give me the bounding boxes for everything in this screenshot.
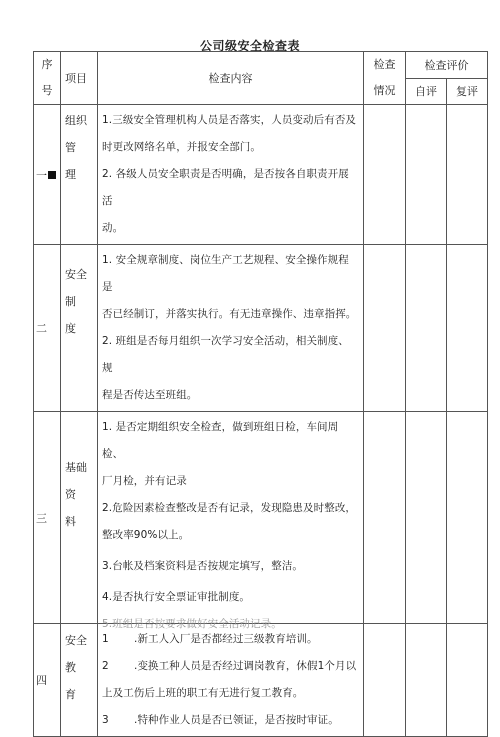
section-items: 1. 安全规章制度、岗位生产工艺规程、安全操作规程是 否已经制订，并落实执行。有无违章操作、违章指挥。 2. 班组是否每月组织一次学习安全活动，相关制度、规 程是否传达至班组。 <box>98 245 364 412</box>
section-title: 基础 资 料 <box>61 412 98 624</box>
status-cell[interactable] <box>364 624 406 737</box>
header-eval: 检查评价 <box>406 52 488 79</box>
header-status: 检查 情况 <box>364 52 406 105</box>
status-cell[interactable] <box>364 412 406 624</box>
section-number: 二 <box>34 245 61 412</box>
re-eval-cell[interactable] <box>447 624 488 737</box>
section-title: 安全 教 育 <box>61 624 98 737</box>
header-re-eval: 复评 <box>447 78 488 105</box>
section-items: 1. 是否定期组织安全检查，做到班组日检，车间周检、 厂月检，并有记录 2.危险因素检查整改是否有记录，发现隐患及时整改， 整改率90%以上。 3.台帐及档案资料是否按规定填写，整洁。 4.是否执行安全票证审批制度。 5.班组是否按要求做好安全活动记录。 <box>98 412 364 624</box>
section-number: 四 <box>34 624 61 737</box>
self-eval-cell[interactable] <box>406 412 447 624</box>
self-eval-cell[interactable] <box>406 624 447 737</box>
clipped-item-text: 5.班组是否按要求做好安全活动记录。 <box>102 618 282 630</box>
header-self-eval: 自评 <box>406 78 447 105</box>
section-items: 1.三级安全管理机构人员是否落实，人员变动后有否及 时更改网络名单，并报安全部门。 2. 各级人员安全职责是否明确，是否按各自职责开展活 动。 <box>98 105 364 245</box>
section-items: 1 .新工人入厂是否都经过三级教育培训。 2 .变换工种人员是否经过调岗教育，休假1个月以 上及工伤后上班的职工有无进行复工教育。 3 .特种作业人员是否已领证，是否按时审证。 <box>98 624 364 737</box>
re-eval-cell[interactable] <box>447 245 488 412</box>
table-row <box>34 412 488 624</box>
page-title: 公司级安全检查表 <box>199 39 300 53</box>
status-cell[interactable] <box>364 245 406 412</box>
re-eval-cell[interactable] <box>447 105 488 245</box>
section-title: 安全 制 度 <box>61 245 98 412</box>
status-cell[interactable] <box>364 105 406 245</box>
re-eval-cell[interactable] <box>447 412 488 624</box>
safety-checklist-table <box>33 51 488 737</box>
table-row <box>34 105 488 245</box>
section-title: 组织 管 理 <box>61 105 98 245</box>
self-eval-cell[interactable] <box>406 105 447 245</box>
section-number: 一 <box>34 105 61 245</box>
header-item: 项目 <box>61 52 98 105</box>
square-bullet-icon <box>48 171 56 179</box>
table-row <box>34 624 488 737</box>
header-content: 检查内容 <box>98 52 364 105</box>
section-number: 三 <box>34 412 61 624</box>
header-seq: 序 号 <box>34 52 61 105</box>
table-row <box>34 245 488 412</box>
self-eval-cell[interactable] <box>406 245 447 412</box>
